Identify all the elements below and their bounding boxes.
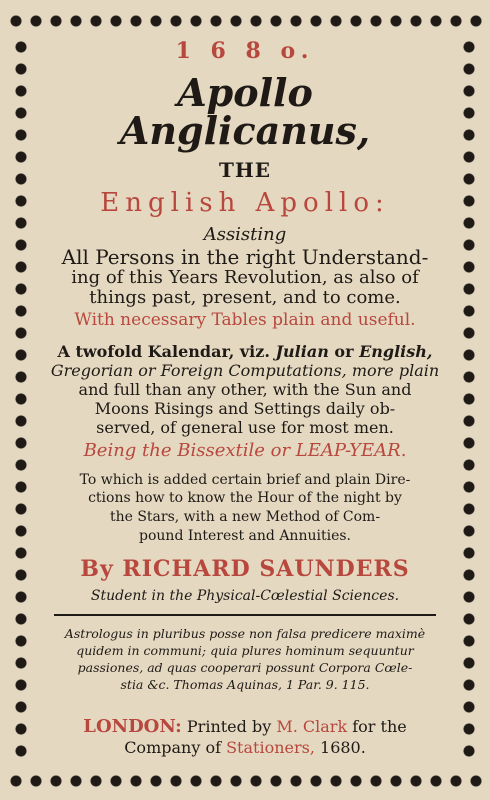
- the-label: THE: [218, 158, 272, 182]
- assisting-line: Assisting: [203, 224, 287, 245]
- description-line: ing of this Years Revolution, as also of: [71, 267, 419, 288]
- kalendar-line: Gregorian or Foreign Computations, more plain: [50, 360, 440, 380]
- kalendar-block: [48, 342, 442, 438]
- kalendar-line: [48, 342, 442, 361]
- book-title: Apollo Anglicanus,: [119, 70, 371, 153]
- imprint-year: 1680.: [314, 738, 366, 758]
- kalendar-line: served, of general use for most men.: [96, 418, 394, 438]
- imprint-text: Company of: [124, 738, 227, 758]
- ornamental-border-left: [6, 36, 36, 766]
- ornamental-border-top: [6, 6, 484, 36]
- description-line: All Persons in the right Understand-: [61, 245, 429, 269]
- imprint-text: Printed by: [181, 716, 277, 736]
- imprint-printer: M. Clark: [276, 716, 348, 736]
- directions-line: pound Interest and Annuities.: [139, 528, 351, 545]
- imprint: [48, 716, 442, 759]
- title-page-content: [48, 38, 442, 758]
- divider-rule: [54, 614, 436, 616]
- quotation-line: Astrologus in pluribus posse non falsa predicere maximè: [64, 626, 426, 642]
- quotation-line: quidem in communi; quia plures hominum sequuntur: [76, 642, 414, 658]
- author-line: [48, 556, 442, 582]
- description-line: things past, present, and to come.: [89, 286, 401, 308]
- imprint-line: [48, 738, 442, 758]
- kalendar-line: Moons Risings and Settings daily ob-: [94, 399, 396, 419]
- year: 1 6 8 o.: [175, 38, 315, 64]
- imprint-text: for the: [347, 716, 407, 736]
- tables-line: With necessary Tables plain and useful.: [74, 309, 416, 330]
- subtitle-english-apollo: English Apollo:: [100, 188, 390, 218]
- by-label: By: [80, 556, 123, 583]
- directions-line: To which is added certain brief and plain Dire-: [79, 471, 411, 488]
- quotation-line: stia &c. Thomas Aquinas, 1 Par. 9. 115.: [120, 676, 370, 692]
- author-name: RICHARD SAUNDERS: [122, 556, 410, 583]
- quotation-line: passiones, ad quas cooperari possunt Corpora Cœle-: [77, 659, 413, 675]
- ornamental-border-right: [454, 36, 484, 766]
- directions-block: [48, 471, 442, 547]
- directions-line: the Stars, with a new Method of Com-: [109, 509, 381, 526]
- kalendar-julian: Julian: [275, 341, 329, 361]
- kalendar-line: and full than any other, with the Sun and: [78, 379, 412, 399]
- kalendar-or: or: [328, 341, 360, 361]
- ornamental-border-bottom: [6, 766, 484, 796]
- description-block: [48, 247, 442, 308]
- author-description: Student in the Physical-Cœlestial Sciences.: [90, 588, 400, 605]
- latin-quotation: [48, 626, 442, 694]
- kalendar-text: A twofold Kalendar, viz.: [57, 341, 276, 361]
- imprint-line: [48, 716, 442, 739]
- imprint-place: LONDON:: [83, 715, 182, 737]
- imprint-stationers: Stationers,: [226, 738, 315, 758]
- leap-year-line: Being the Bissextile or LEAP-YEAR.: [83, 439, 407, 461]
- kalendar-english: English,: [359, 341, 433, 361]
- directions-line: ctions how to know the Hour of the night by: [88, 490, 402, 507]
